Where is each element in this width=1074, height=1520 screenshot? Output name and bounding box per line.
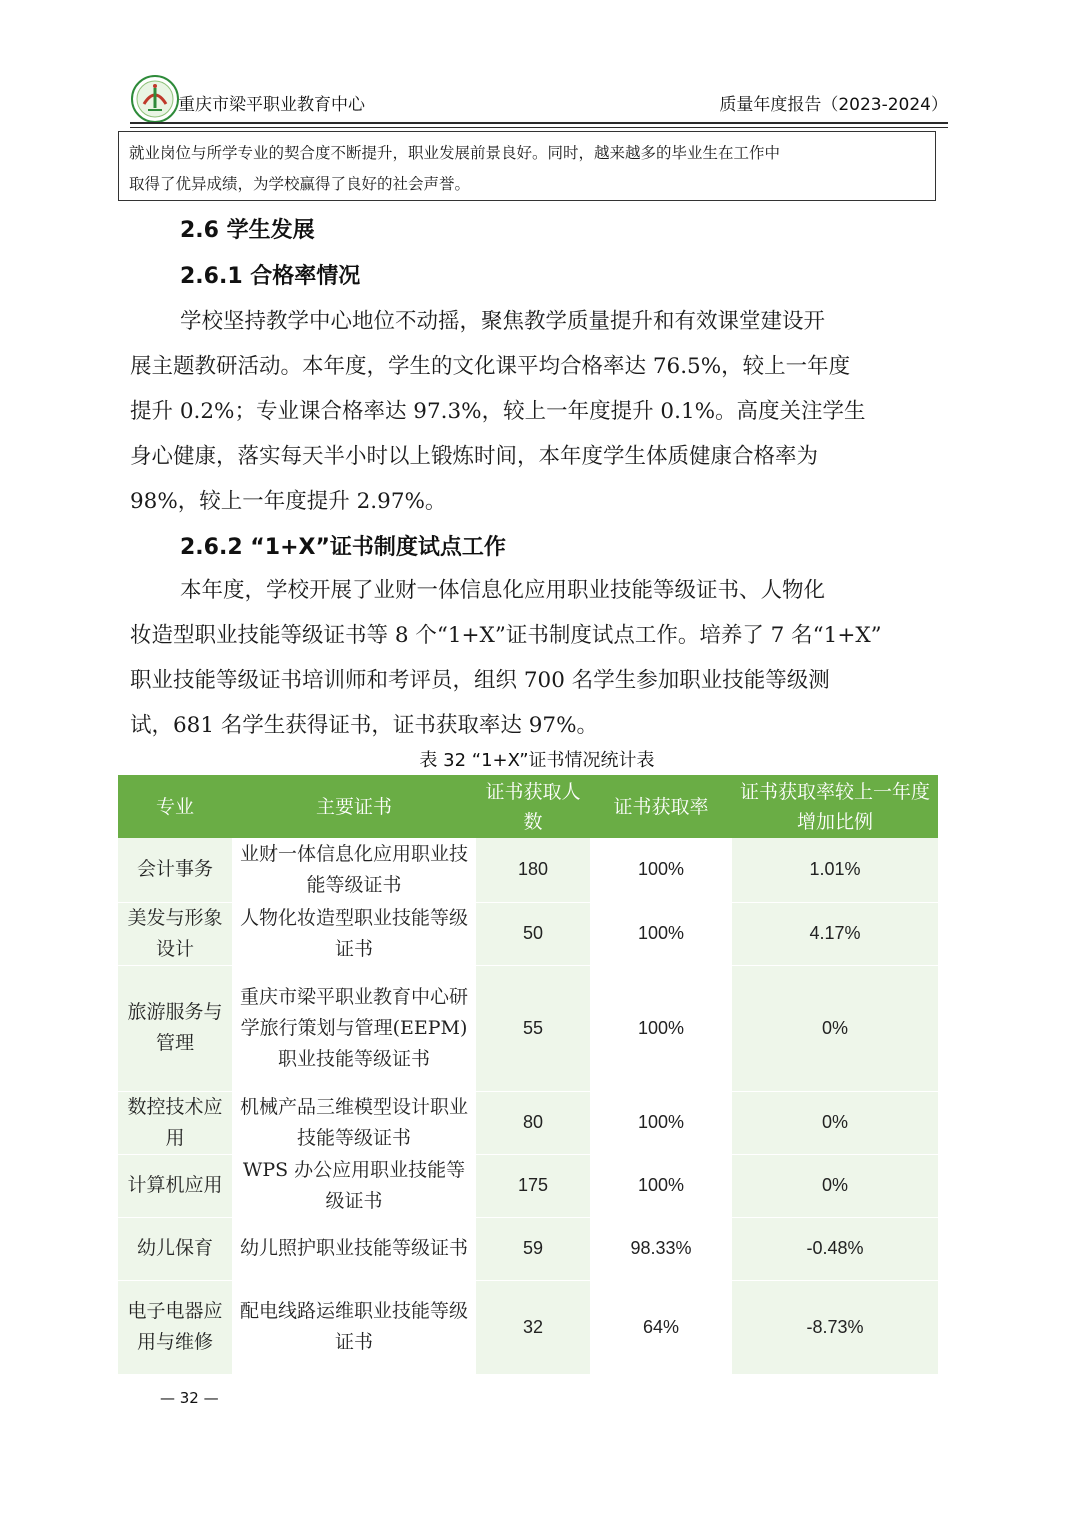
- certificate-paragraph: [130, 568, 946, 748]
- column-header-count: 证书获取人数: [476, 775, 590, 838]
- school-logo: [130, 74, 180, 124]
- cell-certificate: 配电线路运维职业技能等级证书: [232, 1280, 476, 1374]
- cell-rate: 100%: [590, 1154, 732, 1217]
- paragraph-line: 试，681 名学生获得证书，证书获取率达 97%。: [130, 713, 598, 738]
- paragraph-line: 本年度，学校开展了业财一体信息化应用职业技能等级证书、人物化: [180, 578, 826, 603]
- subsection-heading-pass-rate: 2.6.1 合格率情况: [180, 264, 361, 289]
- paragraph-line: 展主题教研活动。本年度，学生的文化课平均合格率达 76.5%，较上一年度: [130, 354, 851, 379]
- section-heading: 2.6 学生发展: [180, 218, 315, 243]
- table-header-row: [118, 775, 938, 838]
- cell-rate: 100%: [590, 902, 732, 965]
- intro-box: [118, 131, 936, 201]
- cell-major: 美发与形象设计: [118, 902, 232, 965]
- paragraph-line: 身心健康，落实每天半小时以上锻炼时间，本年度学生体质健康合格率为: [130, 444, 819, 469]
- table-row: [118, 902, 938, 965]
- cell-rate: 64%: [590, 1280, 732, 1374]
- cell-count: 59: [476, 1217, 590, 1280]
- table-row: [118, 1154, 938, 1217]
- cell-major: 会计事务: [118, 838, 232, 902]
- cell-count: 175: [476, 1154, 590, 1217]
- certificate-table: [118, 775, 938, 1375]
- cell-major: 数控技术应用: [118, 1091, 232, 1154]
- column-header-rate: 证书获取率: [590, 775, 732, 838]
- cell-major: 幼儿保育: [118, 1217, 232, 1280]
- report-title: 质量年度报告（2023-2024）: [719, 95, 948, 115]
- cell-rate: 98.33%: [590, 1217, 732, 1280]
- cell-count: 80: [476, 1091, 590, 1154]
- column-header-certificate: 主要证书: [232, 775, 476, 838]
- cell-change: -8.73%: [732, 1280, 938, 1374]
- cell-count: 180: [476, 838, 590, 902]
- intro-line: 取得了优异成绩，为学校赢得了良好的社会声誉。: [129, 175, 471, 193]
- cell-certificate: 业财一体信息化应用职业技能等级证书: [232, 838, 476, 902]
- cell-major: 计算机应用: [118, 1154, 232, 1217]
- cell-certificate: 幼儿照护职业技能等级证书: [232, 1217, 476, 1280]
- paragraph-line: 学校坚持教学中心地位不动摇，聚焦教学质量提升和有效课堂建设开: [180, 309, 826, 334]
- table-row: [118, 1217, 938, 1280]
- cell-certificate: 人物化妆造型职业技能等级证书: [232, 902, 476, 965]
- cell-certificate: 机械产品三维模型设计职业技能等级证书: [232, 1091, 476, 1154]
- paragraph-line: 职业技能等级证书培训师和考评员，组织 700 名学生参加职业技能等级测: [130, 668, 830, 693]
- cell-change: -0.48%: [732, 1217, 938, 1280]
- cell-change: 0%: [732, 1091, 938, 1154]
- column-header-major: 专业: [118, 775, 232, 838]
- cell-count: 50: [476, 902, 590, 965]
- cell-certificate: 重庆市梁平职业教育中心研学旅行策划与管理(EEPM)职业技能等级证书: [232, 965, 476, 1091]
- paragraph-line: 提升 0.2%；专业课合格率达 97.3%，较上一年度提升 0.1%。高度关注学生: [130, 399, 866, 424]
- cell-count: 55: [476, 965, 590, 1091]
- cell-change: 0%: [732, 965, 938, 1091]
- column-header-change: 证书获取率较上一年度增加比例: [732, 775, 938, 838]
- cell-rate: 100%: [590, 965, 732, 1091]
- paragraph-line: 98%，较上一年度提升 2.97%。: [130, 489, 447, 514]
- table-caption: 表 32 “1+X”证书情况统计表: [419, 750, 655, 771]
- cell-rate: 100%: [590, 1091, 732, 1154]
- cell-rate: 100%: [590, 838, 732, 902]
- intro-line: 就业岗位与所学专业的契合度不断提升，职业发展前景良好。同时，越来越多的毕业生在工作中: [129, 144, 781, 162]
- subsection-heading-1x-certificate: 2.6.2 “1+X”证书制度试点工作: [180, 535, 506, 560]
- table-row: [118, 838, 938, 902]
- table-row: [118, 1280, 938, 1374]
- school-name: 重庆市梁平职业教育中心: [178, 95, 365, 115]
- cell-count: 32: [476, 1280, 590, 1374]
- cell-certificate: WPS 办公应用职业技能等级证书: [232, 1154, 476, 1217]
- cell-major: 电子电器应用与维修: [118, 1280, 232, 1374]
- header-divider: [130, 122, 948, 124]
- cell-change: 4.17%: [732, 902, 938, 965]
- cell-change: 1.01%: [732, 838, 938, 902]
- page-header: [130, 74, 948, 124]
- cell-change: 0%: [732, 1154, 938, 1217]
- cell-major: 旅游服务与管理: [118, 965, 232, 1091]
- table-row: [118, 965, 938, 1091]
- header-divider-thin: [130, 127, 948, 128]
- pass-rate-paragraph: [130, 299, 946, 524]
- paragraph-line: 妆造型职业技能等级证书等 8 个“1+X”证书制度试点工作。培养了 7 名“1+X”: [130, 623, 882, 648]
- page-number: — 32 —: [160, 1389, 219, 1407]
- table-row: [118, 1091, 938, 1154]
